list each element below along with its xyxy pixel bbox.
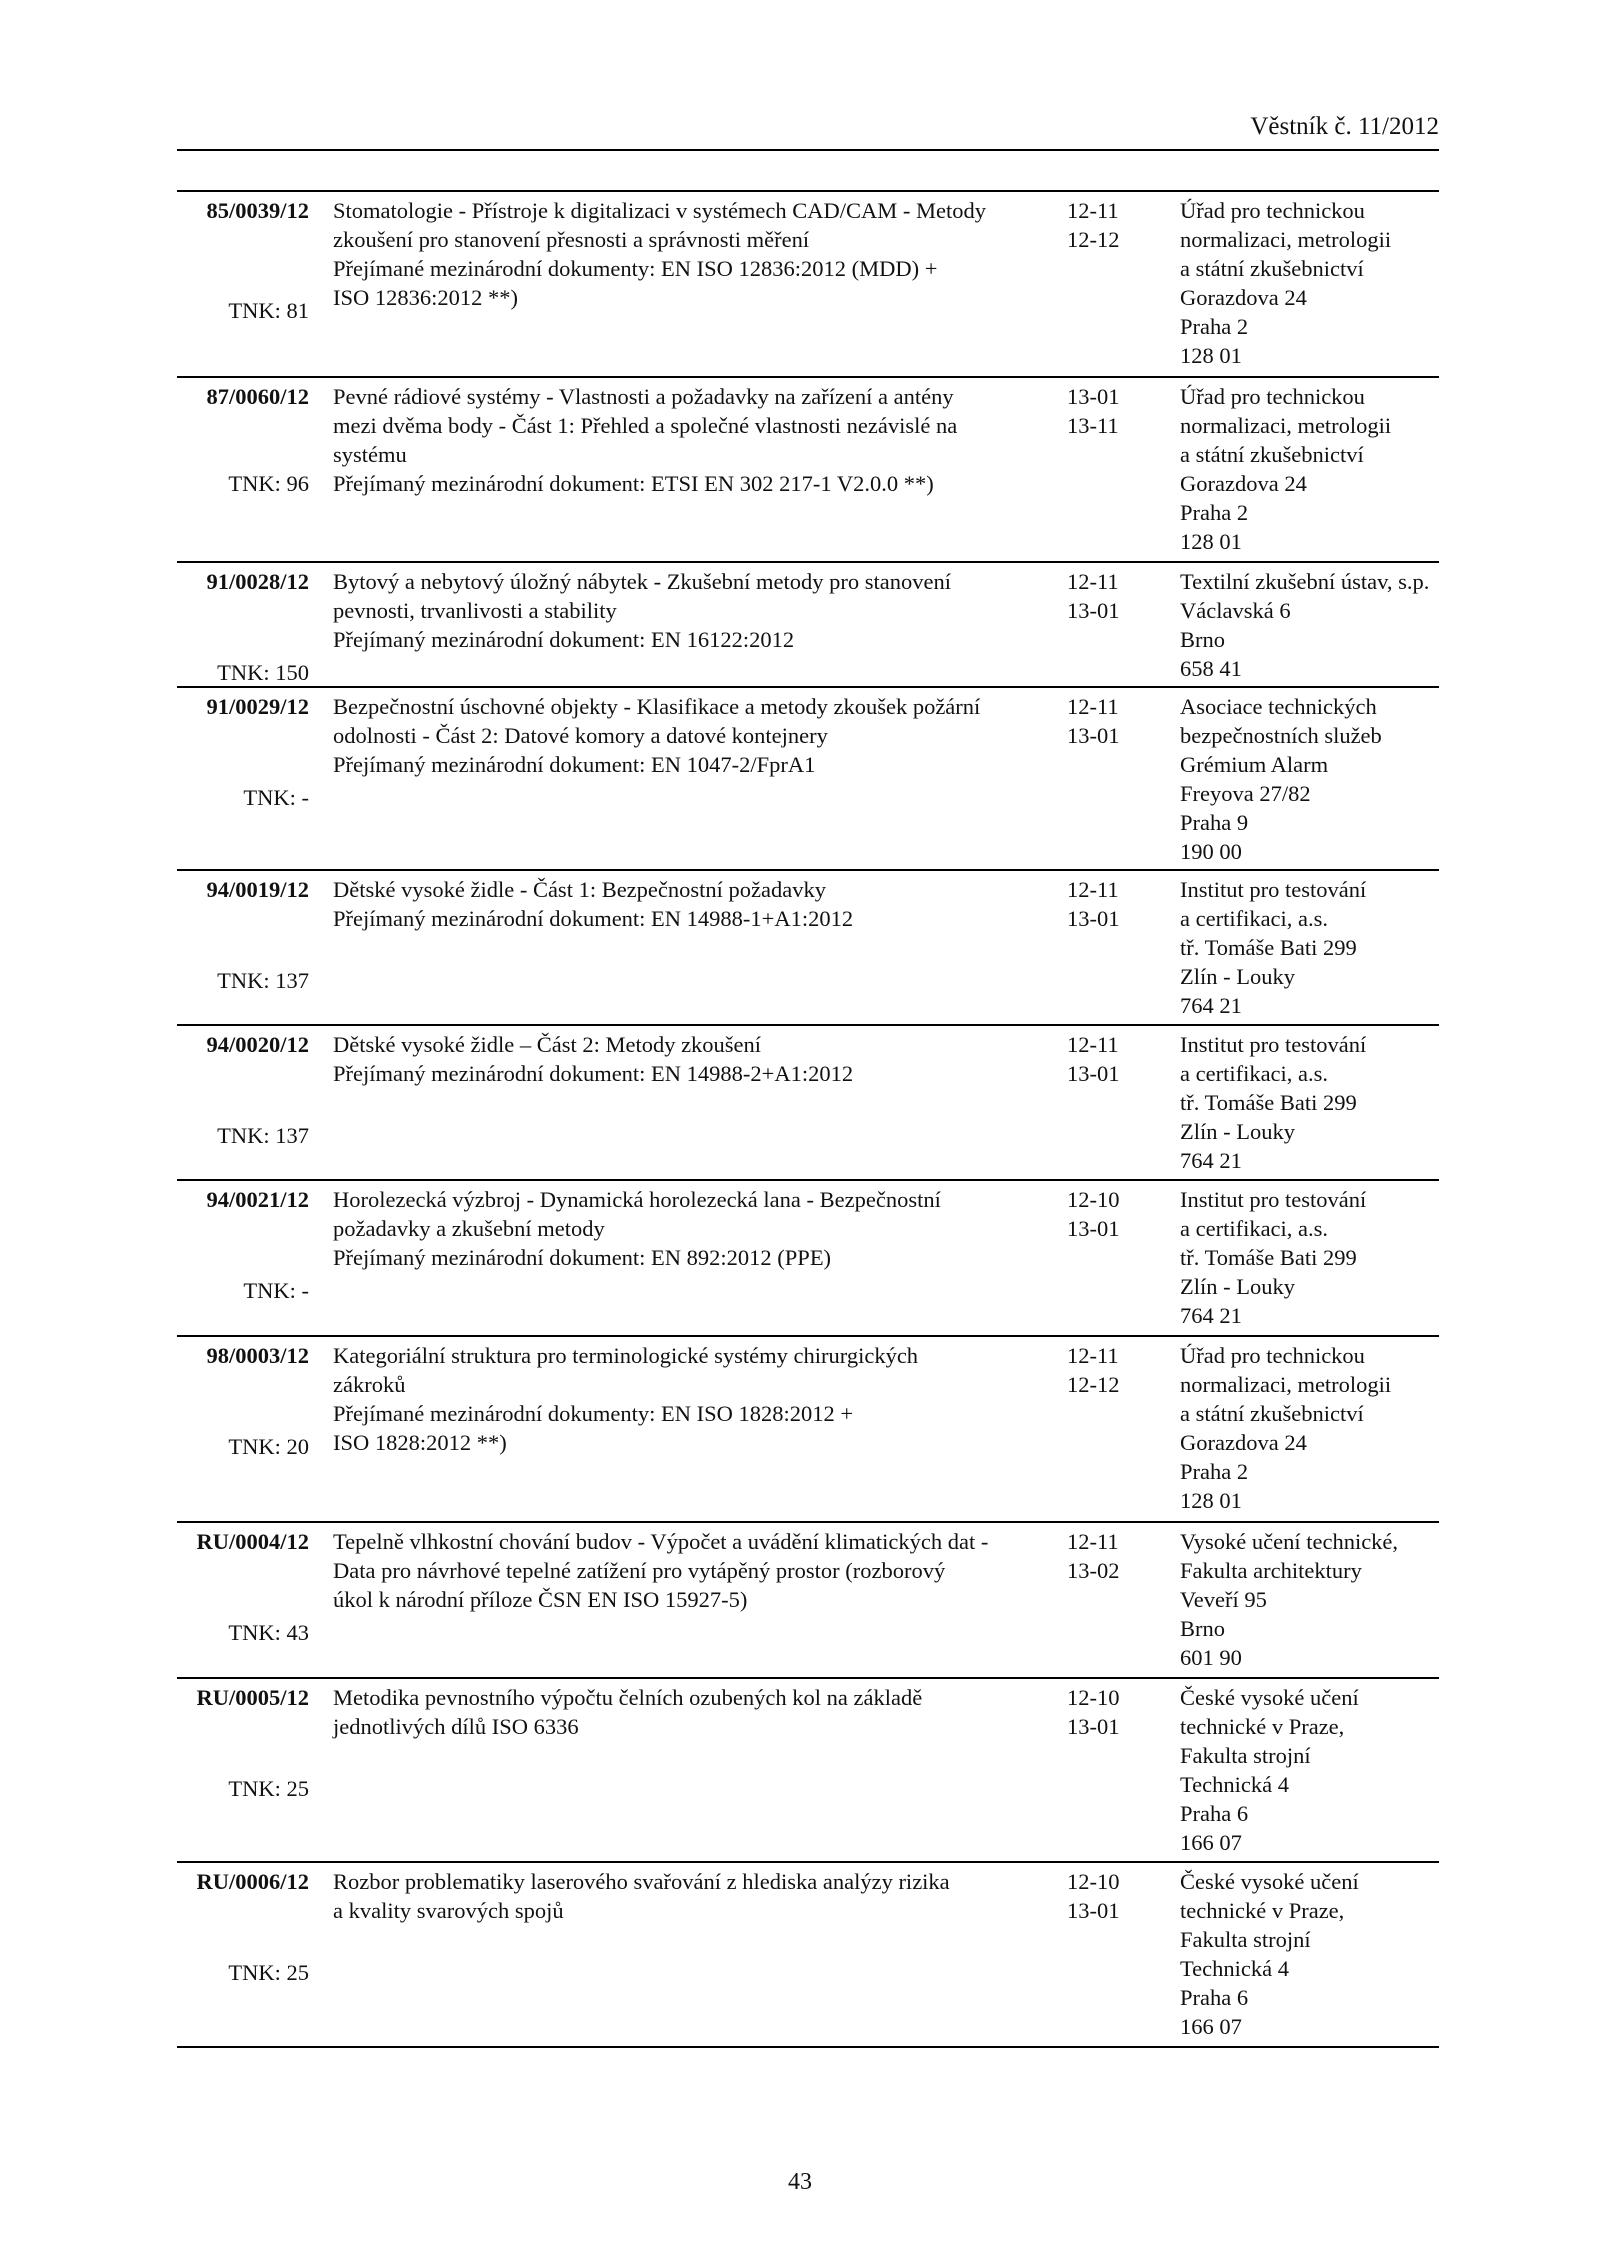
table-row [177, 869, 1439, 1026]
title-line: Stomatologie - Přístroje k digitalizaci v systémech CAD/CAM - Metody [333, 198, 987, 223]
organization-line: Úřad pro technickou [1180, 1343, 1365, 1368]
organization-line: Freyova 27/82 [1180, 781, 1311, 806]
date-value: 12-11 [1067, 1343, 1119, 1368]
organization-line: 190 00 [1180, 839, 1242, 864]
tnk-label: TNK: 25 [228, 1776, 309, 1801]
code-cell [177, 692, 309, 867]
organization-line: 166 07 [1180, 2014, 1242, 2039]
organization-line: 128 01 [1180, 1488, 1242, 1513]
dates-cell [1067, 1683, 1157, 1741]
dates-cell [1067, 692, 1157, 750]
title-cell [333, 1341, 919, 1457]
title-line: mezi dvěma body - Část 1: Přehled a společné vlastnosti nezávislé na [333, 413, 958, 438]
code-cell [177, 1683, 309, 1859]
title-line: jednotlivých dílů ISO 6336 [333, 1714, 579, 1739]
title-line: Bytový a nebytový úložný nábytek - Zkušební metody pro stanovení [333, 569, 952, 594]
title-line: Přejímaný mezinárodní dokument: EN 14988-1+A1:2012 [333, 906, 854, 931]
title-line: Přejímaný mezinárodní dokument: EN 16122:2012 [333, 627, 795, 652]
organization-line: Brno [1180, 1616, 1225, 1641]
page-number: 43 [788, 2169, 812, 2195]
dates-cell [1067, 1867, 1157, 1925]
standard-code: 87/0060/12 [206, 384, 309, 409]
title-line: úkol k národní příloze ČSN EN ISO 15927-5) [333, 1587, 748, 1612]
code-cell [177, 1341, 309, 1519]
organization-line: Praha 6 [1180, 1801, 1249, 1826]
organization-line: Úřad pro technickou [1180, 198, 1365, 223]
organization-line: Úřad pro technickou [1180, 384, 1365, 409]
organization-line: Zlín - Louky [1180, 964, 1295, 989]
date-value: 12-11 [1067, 198, 1119, 223]
organization-cell [1180, 1030, 1439, 1175]
table-row [177, 1024, 1439, 1181]
table-row [177, 376, 1439, 563]
organization-line: a certifikaci, a.s. [1180, 1216, 1329, 1241]
title-line: ISO 12836:2012 **) [333, 285, 518, 310]
table-row [177, 561, 1439, 688]
table-row [177, 190, 1439, 378]
title-line: Data pro návrhové tepelné zatížení pro vytápěný prostor (rozborový [333, 1558, 946, 1583]
organization-line: České vysoké učení [1180, 1869, 1359, 1894]
standard-code: 98/0003/12 [206, 1343, 309, 1368]
organization-line: technické v Praze, [1180, 1714, 1345, 1739]
title-cell [333, 196, 987, 312]
organization-line: a státní zkušebnictví [1180, 256, 1364, 281]
organization-line: tř. Tomáše Bati 299 [1180, 935, 1357, 960]
tnk-label: TNK: 20 [228, 1434, 309, 1459]
title-line: Pevné rádiové systémy - Vlastnosti a požadavky na zařízení a antény [333, 384, 954, 409]
organization-cell [1180, 1341, 1439, 1515]
organization-cell [1180, 692, 1439, 866]
date-value: 13-01 [1067, 1216, 1120, 1241]
tnk-label: TNK: 43 [228, 1620, 309, 1645]
table-row [177, 686, 1439, 871]
code-cell [177, 196, 309, 374]
organization-line: normalizaci, metrologii [1180, 1372, 1392, 1397]
title-line: Horolezecká výzbroj - Dynamická horolezecká lana - Bezpečnostní [333, 1187, 941, 1212]
date-value: 12-11 [1067, 569, 1119, 594]
organization-line: Asociace technických [1180, 694, 1377, 719]
organization-line: Textilní zkušební ústav, s.p. [1180, 569, 1430, 594]
date-value: 13-01 [1067, 1714, 1120, 1739]
organization-line: bezpečnostních služeb [1180, 723, 1382, 748]
table-row [177, 1677, 1439, 1863]
organization-line: technické v Praze, [1180, 1898, 1345, 1923]
organization-cell [1180, 1185, 1439, 1330]
dates-cell [1067, 1030, 1157, 1088]
dates-cell [1067, 875, 1157, 933]
organization-line: Veveří 95 [1180, 1587, 1267, 1612]
title-line: Přejímaný mezinárodní dokument: EN 1047-2/FprA1 [333, 752, 816, 777]
organization-line: Václavská 6 [1180, 598, 1291, 623]
date-value: 12-11 [1067, 1032, 1119, 1057]
title-line: Rozbor problematiky laserového svařování z hlediska analýzy rizika [333, 1869, 950, 1894]
standard-code: 91/0028/12 [206, 569, 309, 594]
standard-code: RU/0004/12 [196, 1529, 309, 1554]
table-row [177, 1179, 1439, 1337]
standard-code: RU/0006/12 [196, 1869, 309, 1894]
title-line: Dětské vysoké židle - Část 1: Bezpečnostní požadavky [333, 877, 826, 902]
standard-code: RU/0005/12 [196, 1685, 309, 1710]
standard-code: 94/0019/12 [206, 877, 309, 902]
tnk-label: TNK: 137 [217, 968, 309, 993]
organization-line: 764 21 [1180, 1148, 1242, 1173]
organization-line: Gorazdova 24 [1180, 285, 1307, 310]
date-value: 13-01 [1067, 384, 1120, 409]
organization-cell [1180, 875, 1439, 1020]
organization-line: Fakulta architektury [1180, 1558, 1362, 1583]
organization-line: Zlín - Louky [1180, 1274, 1295, 1299]
organization-line: Fakulta strojní [1180, 1927, 1311, 1952]
title-line: ISO 1828:2012 **) [333, 1430, 507, 1455]
organization-line: Praha 6 [1180, 1985, 1249, 2010]
organization-line: a státní zkušebnictví [1180, 1401, 1364, 1426]
organization-line: Institut pro testování [1180, 877, 1367, 902]
organization-line: a certifikaci, a.s. [1180, 1061, 1329, 1086]
organization-line: Vysoké učení technické, [1180, 1529, 1399, 1554]
organization-line: Praha 2 [1180, 500, 1249, 525]
title-line: Metodika pevnostního výpočtu čelních ozubených kol na základě [333, 1685, 923, 1710]
code-cell [177, 382, 309, 559]
organization-line: Gorazdova 24 [1180, 471, 1307, 496]
title-cell [333, 567, 952, 654]
code-cell [177, 1867, 309, 2042]
organization-line: tř. Tomáše Bati 299 [1180, 1090, 1357, 1115]
organization-cell [1180, 382, 1439, 556]
standard-code: 85/0039/12 [206, 198, 309, 223]
organization-line: Grémium Alarm [1180, 752, 1329, 777]
title-line: Dětské vysoké židle – Část 2: Metody zkoušení [333, 1032, 762, 1057]
title-cell [333, 1683, 923, 1741]
organization-line: a státní zkušebnictví [1180, 442, 1364, 467]
dates-cell [1067, 1185, 1157, 1243]
table-row [177, 1335, 1439, 1523]
title-line: požadavky a zkušební metody [333, 1216, 605, 1241]
organization-line: České vysoké učení [1180, 1685, 1359, 1710]
organization-line: Brno [1180, 627, 1225, 652]
organization-line: normalizaci, metrologii [1180, 413, 1392, 438]
title-line: a kvality svarových spojů [333, 1898, 564, 1923]
organization-line: Praha 2 [1180, 1459, 1249, 1484]
tnk-label: TNK: 81 [228, 298, 309, 323]
dates-cell [1067, 1527, 1157, 1585]
title-line: zákroků [333, 1372, 406, 1397]
title-cell [333, 382, 958, 498]
title-line: zkoušení pro stanovení přesnosti a správnosti měření [333, 227, 810, 252]
page-header [177, 112, 1439, 151]
organization-line: Zlín - Louky [1180, 1119, 1295, 1144]
organization-line: 658 41 [1180, 656, 1242, 681]
organization-line: Institut pro testování [1180, 1187, 1367, 1212]
date-value: 12-11 [1067, 1529, 1119, 1554]
organization-line: Technická 4 [1180, 1956, 1289, 1981]
organization-cell [1180, 1867, 1439, 2041]
table-row [177, 1521, 1439, 1679]
bulletin-title: Věstník č. 11/2012 [1250, 113, 1439, 140]
organization-line: normalizaci, metrologii [1180, 227, 1392, 252]
date-value: 12-10 [1067, 1869, 1120, 1894]
tnk-label: TNK: 96 [228, 471, 309, 496]
dates-cell [1067, 382, 1157, 440]
title-line: Přejímaný mezinárodní dokument: ETSI EN 302 217-1 V2.0.0 **) [333, 471, 934, 496]
organization-line: a certifikaci, a.s. [1180, 906, 1329, 931]
tnk-label: TNK: 150 [217, 660, 309, 685]
organization-line: Institut pro testování [1180, 1032, 1367, 1057]
title-line: pevnosti, trvanlivosti a stability [333, 598, 617, 623]
date-value: 13-11 [1067, 413, 1119, 438]
organization-line: 166 07 [1180, 1830, 1242, 1855]
standard-code: 94/0021/12 [206, 1187, 309, 1212]
tnk-label: TNK: 137 [217, 1123, 309, 1148]
title-line: Přejímané mezinárodní dokumenty: EN ISO 12836:2012 (MDD) + [333, 256, 938, 281]
code-cell [177, 1527, 309, 1675]
date-value: 12-10 [1067, 1187, 1120, 1212]
tnk-label: TNK: 25 [228, 1960, 309, 1985]
date-value: 12-11 [1067, 694, 1119, 719]
title-cell [333, 1527, 989, 1614]
dates-cell [1067, 1341, 1157, 1399]
organization-line: Technická 4 [1180, 1772, 1289, 1797]
date-value: 13-01 [1067, 598, 1120, 623]
title-line: Přejímaný mezinárodní dokument: EN 14988-2+A1:2012 [333, 1061, 854, 1086]
title-cell [333, 1185, 941, 1272]
organization-cell [1180, 1527, 1439, 1672]
title-cell [333, 875, 893, 933]
date-value: 12-10 [1067, 1685, 1120, 1710]
title-line: Bezpečnostní úschovné objekty - Klasifikace a metody zkoušek požární [333, 694, 981, 719]
tnk-label: TNK: - [243, 785, 309, 810]
code-cell [177, 875, 309, 1022]
title-line: odolnosti - Část 2: Datové komory a datové kontejnery [333, 723, 828, 748]
organization-cell [1180, 1683, 1439, 1857]
organization-line: Praha 9 [1180, 810, 1249, 835]
organization-line: 128 01 [1180, 529, 1242, 554]
title-line: Tepelně vlhkostní chování budov - Výpočet a uvádění klimatických dat - [333, 1529, 989, 1554]
organization-line: Fakulta strojní [1180, 1743, 1311, 1768]
date-value: 13-01 [1067, 1898, 1120, 1923]
code-cell [177, 567, 309, 684]
date-value: 12-12 [1067, 227, 1120, 252]
date-value: 13-01 [1067, 906, 1120, 931]
title-cell [333, 692, 981, 779]
date-value: 13-01 [1067, 1061, 1120, 1086]
organization-line: 764 21 [1180, 1303, 1242, 1328]
organization-line: Gorazdova 24 [1180, 1430, 1307, 1455]
organization-cell [1180, 567, 1439, 683]
code-cell [177, 1030, 309, 1177]
date-value: 13-02 [1067, 1558, 1120, 1583]
date-value: 12-11 [1067, 877, 1119, 902]
date-value: 13-01 [1067, 723, 1120, 748]
standard-code: 91/0029/12 [206, 694, 309, 719]
title-line: Přejímaný mezinárodní dokument: EN 892:2012 (PPE) [333, 1245, 832, 1270]
title-line: Kategoriální struktura pro terminologické systémy chirurgických [333, 1343, 919, 1368]
organization-line: Praha 2 [1180, 314, 1249, 339]
dates-cell [1067, 196, 1157, 254]
standard-code: 94/0020/12 [206, 1032, 309, 1057]
organization-line: 764 21 [1180, 993, 1242, 1018]
title-cell [333, 1030, 893, 1088]
code-cell [177, 1185, 309, 1333]
table-row [177, 1861, 1439, 2048]
title-cell [333, 1867, 950, 1925]
title-line: Přejímané mezinárodní dokumenty: EN ISO 1828:2012 + [333, 1401, 854, 1426]
organization-line: 128 01 [1180, 343, 1242, 368]
organization-line: tř. Tomáše Bati 299 [1180, 1245, 1357, 1270]
date-value: 12-12 [1067, 1372, 1120, 1397]
title-line: systému [333, 442, 407, 467]
organization-cell [1180, 196, 1439, 370]
organization-line: 601 90 [1180, 1645, 1242, 1670]
tnk-label: TNK: - [243, 1278, 309, 1303]
dates-cell [1067, 567, 1157, 625]
